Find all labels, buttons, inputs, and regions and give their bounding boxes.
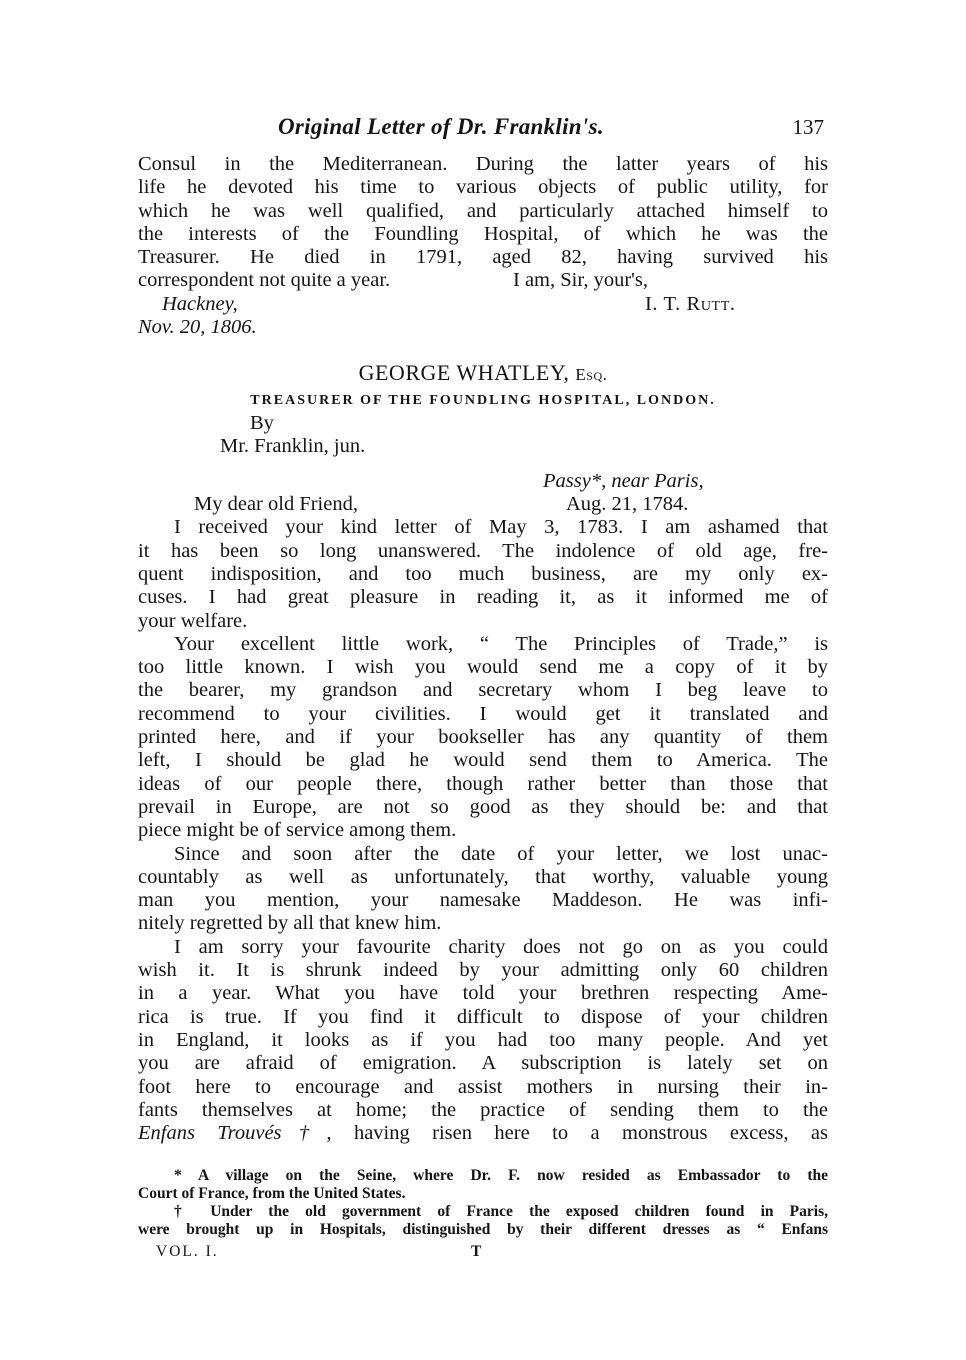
text-line: life he devoted his time to various objects of public utility, for — [138, 176, 828, 199]
text-line: cuses. I had great pleasure in reading it, as it informed me of — [138, 586, 828, 609]
footnotes — [138, 1167, 828, 1239]
text-line: countably as well as unfortunately, that worthy, valuable young — [138, 865, 828, 888]
letter-paragraph-4 — [138, 936, 828, 1146]
preface-closing-phrase: I am, Sir, your's, — [513, 269, 648, 292]
footnote-line: † Under the old government of France the exposed children found in Paris, — [174, 1203, 828, 1221]
preface-closing-line: correspondent not quite a year. — [138, 269, 391, 292]
text-line: prevail in Europe, are not so good as they should be: and that — [138, 795, 828, 818]
text-line: Consul in the Mediterranean. During the latter years of his — [138, 153, 828, 175]
text-line: your welfare. — [138, 609, 248, 632]
text-line: piece might be of service among them. — [138, 819, 457, 842]
running-head-title: Original Letter of Dr. Franklin's. — [278, 114, 604, 139]
page-footer — [138, 1241, 828, 1263]
text-line: too little known. I wish you would send me a copy of it by — [138, 656, 828, 679]
letter-place: Passy*, near Paris, — [543, 470, 704, 493]
text-line: in England, it looks as if you had too many people. And yet — [138, 1028, 828, 1051]
letter-sender: Mr. Franklin, jun. — [220, 435, 366, 458]
text-line: it has been so long unanswered. The indolence of old age, fre- — [138, 539, 828, 562]
running-head — [138, 112, 828, 142]
text-line: ideas of our people there, though rather better than those that — [138, 772, 828, 795]
preface-author: I. T. Rutt. — [645, 292, 736, 315]
text-line-mixed — [138, 1122, 828, 1145]
recipient-suffix: Esq. — [575, 365, 608, 385]
text-line: Treasurer. He died in 1791, aged 82, having survived his — [138, 246, 828, 269]
letter-dateline — [138, 470, 828, 516]
footnote-line: * A village on the Seine, where Dr. F. now resided as Embassador to the — [174, 1167, 828, 1185]
letter-paragraph-1 — [138, 516, 828, 632]
text-line: I received your kind letter of May 3, 1783. I am ashamed that — [174, 516, 828, 539]
footnote-line: Court of France, from the United States. — [138, 1185, 406, 1203]
text-line: the interests of the Foundling Hospital, of which he was the — [138, 222, 828, 245]
text-line: left, I should be glad he would send them to America. The — [138, 749, 828, 772]
preface-place: Hackney, — [162, 292, 238, 315]
by-label: By — [250, 412, 274, 435]
preface-text — [138, 153, 828, 269]
book-page — [138, 112, 828, 1263]
text-line: you are afraid of emigration. A subscription is lately set on — [138, 1052, 828, 1075]
page-number: 137 — [792, 115, 824, 139]
text-line: the bearer, my grandson and secretary whom I beg leave to — [138, 679, 828, 702]
text-line: which he was well qualified, and particularly attached himself to — [138, 199, 828, 222]
text-line: Your excellent little work, “ The Principles of Trade,” is — [174, 632, 828, 655]
preface-date: Nov. 20, 1806. — [138, 316, 257, 339]
preface-closing-row — [138, 269, 828, 292]
letter-paragraph-2 — [138, 633, 828, 843]
volume-label: VOL. I. — [156, 1243, 219, 1261]
preface-signature-row — [138, 293, 828, 316]
text-line: Since and soon after the date of your letter, we lost unac- — [174, 842, 828, 865]
letter-date: Aug. 21, 1784. — [566, 493, 689, 516]
text-line: rica is true. If you find it difficult to dispose of your children — [138, 1005, 828, 1028]
text-line: foot here to encourage and assist mothers in nursing their in- — [138, 1075, 828, 1098]
letter-recipient-heading — [138, 359, 828, 389]
text-line: quent indisposition, and too much business, are my only ex- — [138, 562, 828, 585]
footnote-line: were brought up in Hospitals, distinguished by their different dresses as “ Enfans — [138, 1221, 828, 1239]
preface-date-row — [138, 316, 828, 339]
signature-mark: T — [471, 1243, 482, 1261]
text-line: fants themselves at home; the practice of sending them to the — [138, 1098, 828, 1121]
enfans-trouves-phrase: Enfans Trouvés† — [138, 1122, 327, 1145]
text-line-continuation: , having risen here to a monstrous excess, as — [326, 1122, 829, 1145]
text-line: printed here, and if your bookseller has any quantity of them — [138, 726, 828, 749]
text-line: nitely regretted by all that knew him. — [138, 912, 442, 935]
recipient-name: GEORGE WHATLEY, — [358, 360, 570, 386]
text-line: I am sorry your favourite charity does not go on as you could — [174, 935, 828, 958]
letter-paragraph-3 — [138, 843, 828, 936]
recipient-title: TREASURER OF THE FOUNDLING HOSPITAL, LONDON. — [250, 393, 716, 409]
text-line: man you mention, your namesake Maddeson. He was infi- — [138, 889, 828, 912]
text-line: recommend to your civilities. I would get it translated and — [138, 702, 828, 725]
text-line: in a year. What you have told your brethren respecting Ame- — [138, 982, 828, 1005]
letter-salutation: My dear old Friend, — [194, 493, 358, 516]
text-line: wish it. It is shrunk indeed by your admitting only 60 children — [138, 959, 828, 982]
